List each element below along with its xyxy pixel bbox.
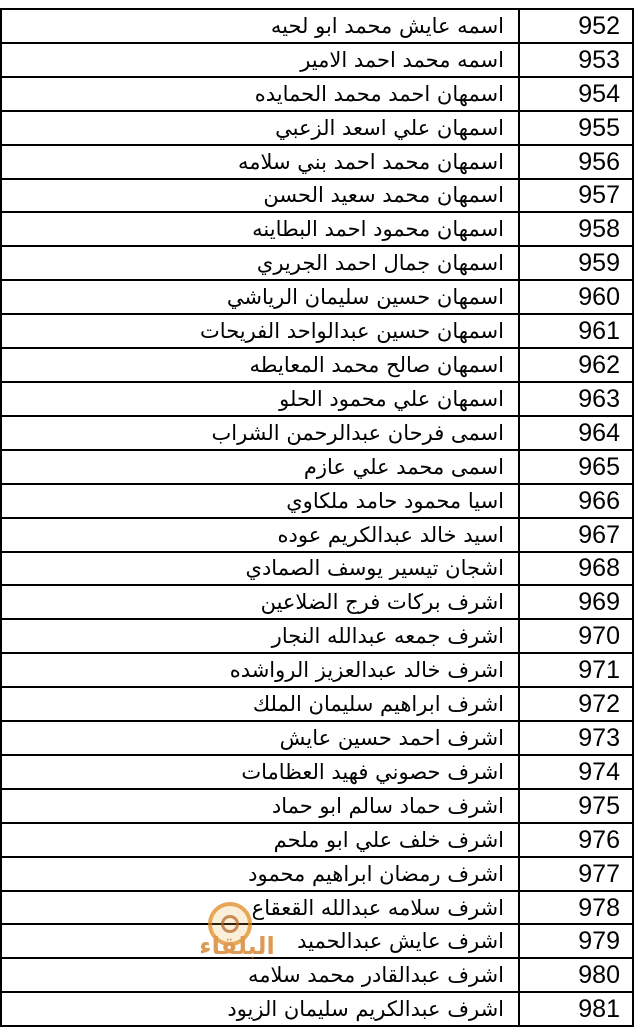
number-cell: 952 [519, 9, 633, 43]
table-row [1, 179, 633, 213]
table-row [1, 755, 633, 789]
name-cell: اسمهان حسين سليمان الرياشي [1, 280, 519, 314]
table-row [1, 789, 633, 823]
name-cell: اشرف بركات فرج الضلاعين [1, 585, 519, 619]
table-row [1, 552, 633, 586]
table-row [1, 585, 633, 619]
number-cell: 961 [519, 314, 633, 348]
table-row [1, 348, 633, 382]
name-cell: اسمهان علي اسعد الزعبي [1, 111, 519, 145]
table-row [1, 9, 633, 43]
number-cell: 958 [519, 212, 633, 246]
name-cell: اسمى محمد علي عازم [1, 450, 519, 484]
table-row [1, 246, 633, 280]
table-row [1, 924, 633, 958]
name-cell: اسمهان صالح محمد المعايطه [1, 348, 519, 382]
name-cell: اشرف رمضان ابراهيم محمود [1, 857, 519, 891]
name-cell: اشرف عايش عبدالحميد [1, 924, 519, 958]
table-row [1, 992, 633, 1026]
number-cell: 967 [519, 518, 633, 552]
table-row [1, 721, 633, 755]
names-table [0, 8, 634, 1027]
number-cell: 969 [519, 585, 633, 619]
number-cell: 971 [519, 653, 633, 687]
table-row [1, 43, 633, 77]
table-row [1, 891, 633, 925]
number-cell: 962 [519, 348, 633, 382]
name-cell: اسمهان احمد محمد الحمايده [1, 77, 519, 111]
number-cell: 964 [519, 416, 633, 450]
table-row [1, 416, 633, 450]
table-row [1, 382, 633, 416]
table-row [1, 619, 633, 653]
table-row [1, 823, 633, 857]
number-cell: 978 [519, 891, 633, 925]
table-row [1, 450, 633, 484]
table-row [1, 687, 633, 721]
name-cell: اسمهان حسين عبدالواحد الفريحات [1, 314, 519, 348]
name-cell: اسيا محمود حامد ملكاوي [1, 484, 519, 518]
table-row [1, 111, 633, 145]
number-cell: 965 [519, 450, 633, 484]
number-cell: 980 [519, 958, 633, 992]
name-cell: اشرف احمد حسين عايش [1, 721, 519, 755]
number-cell: 981 [519, 992, 633, 1026]
table-row [1, 518, 633, 552]
number-cell: 973 [519, 721, 633, 755]
name-cell: اشرف سلامه عبدالله القعقاع [1, 891, 519, 925]
table-row [1, 314, 633, 348]
number-cell: 963 [519, 382, 633, 416]
table-row [1, 958, 633, 992]
name-cell: اشجان تيسير يوسف الصمادي [1, 552, 519, 586]
number-cell: 975 [519, 789, 633, 823]
number-cell: 955 [519, 111, 633, 145]
number-cell: 976 [519, 823, 633, 857]
name-cell: اشرف حماد سالم ابو حماد [1, 789, 519, 823]
name-cell: اسمهان محمد سعيد الحسن [1, 179, 519, 213]
number-cell: 966 [519, 484, 633, 518]
number-cell: 977 [519, 857, 633, 891]
names-table-body [1, 9, 633, 1026]
table-row [1, 145, 633, 179]
table-row [1, 857, 633, 891]
number-cell: 959 [519, 246, 633, 280]
name-cell: اسمهان محمود احمد البطاينه [1, 212, 519, 246]
name-cell: اسمى فرحان عبدالرحمن الشراب [1, 416, 519, 450]
number-cell: 960 [519, 280, 633, 314]
number-cell: 970 [519, 619, 633, 653]
number-cell: 979 [519, 924, 633, 958]
table-row [1, 77, 633, 111]
number-cell: 956 [519, 145, 633, 179]
name-cell: اسمه عايش محمد ابو لحيه [1, 9, 519, 43]
number-cell: 972 [519, 687, 633, 721]
table-row [1, 484, 633, 518]
number-cell: 957 [519, 179, 633, 213]
table-row [1, 280, 633, 314]
name-cell: اشرف عبدالكريم سليمان الزيود [1, 992, 519, 1026]
number-cell: 954 [519, 77, 633, 111]
name-cell: اسمهان جمال احمد الجريري [1, 246, 519, 280]
table-row [1, 212, 633, 246]
number-cell: 953 [519, 43, 633, 77]
name-cell: اسيد خالد عبدالكريم عوده [1, 518, 519, 552]
name-cell: اسمهان محمد احمد بني سلامه [1, 145, 519, 179]
name-cell: اسمه محمد احمد الامير [1, 43, 519, 77]
name-cell: اشرف حصوني فهيد العظامات [1, 755, 519, 789]
name-cell: اشرف خلف علي ابو ملحم [1, 823, 519, 857]
name-cell: اسمهان علي محمود الحلو [1, 382, 519, 416]
number-cell: 974 [519, 755, 633, 789]
name-cell: اشرف جمعه عبدالله النجار [1, 619, 519, 653]
name-cell: اشرف خالد عبدالعزيز الرواشده [1, 653, 519, 687]
number-cell: 968 [519, 552, 633, 586]
name-cell: اشرف ابراهيم سليمان الملك [1, 687, 519, 721]
table-row [1, 653, 633, 687]
name-cell: اشرف عبدالقادر محمد سلامه [1, 958, 519, 992]
watermark-text: البلقاء [199, 932, 275, 960]
